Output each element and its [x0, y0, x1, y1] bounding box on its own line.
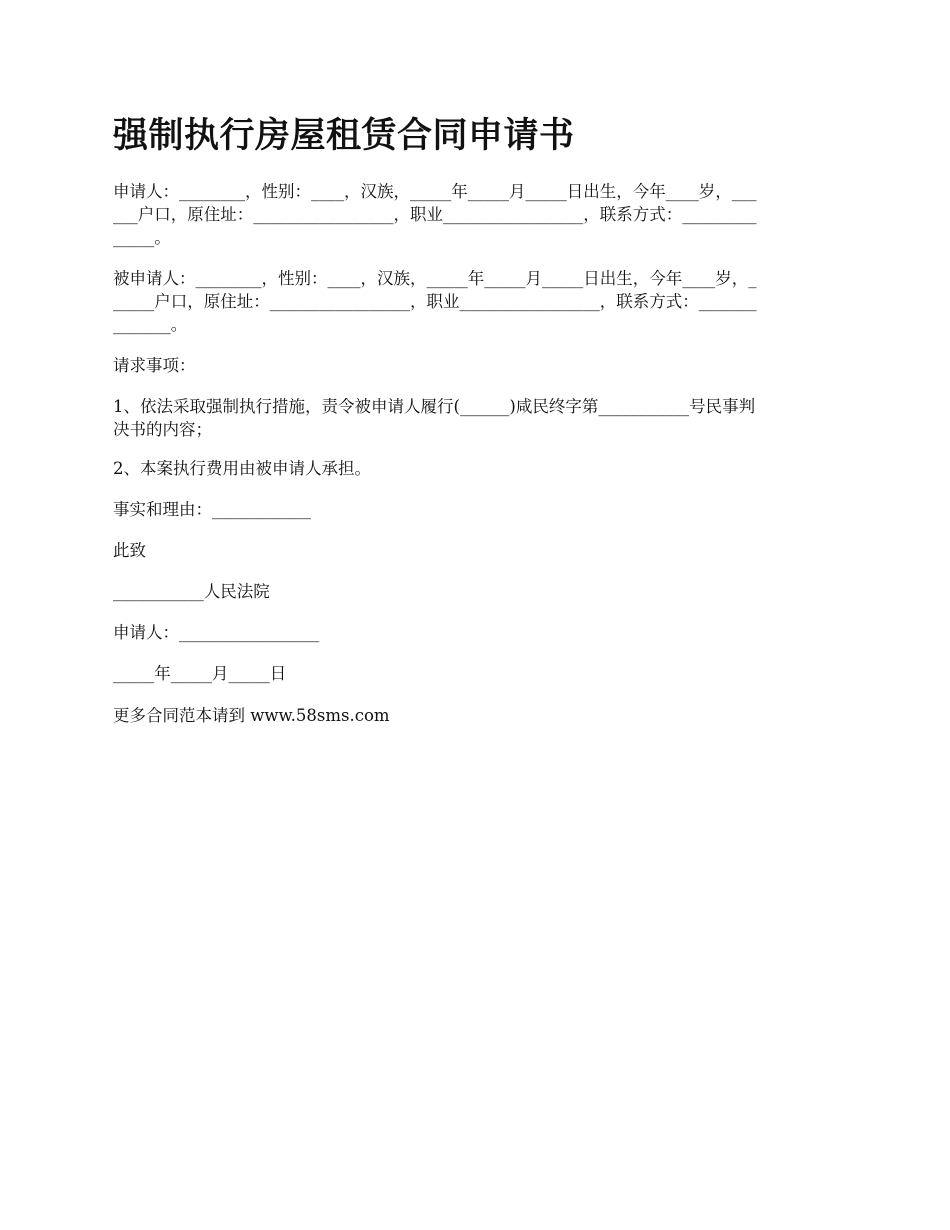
claim-1-line-2: 决书的内容；	[113, 420, 212, 439]
facts-and-reasons: 事实和理由：____________	[113, 500, 311, 519]
applicant-paragraph	[113, 180, 839, 249]
applicant-line-2: ___户口，原住址：_________________，职业_________________，联系方式：_________	[113, 205, 757, 224]
salutation: 此致	[113, 541, 146, 560]
respondent-line-1: 被申请人：________，性别：____，汉族，_____年_____月_____日出生，今年____岁，_	[113, 269, 757, 288]
applicant-line-1: 申请人：________，性别：____，汉族，_____年_____月_____日出生，今年____岁，___	[113, 182, 757, 201]
applicant-signature: 申请人：_________________	[113, 623, 320, 642]
claims-heading: 请求事项：	[113, 356, 196, 375]
document-title: 强制执行房屋租赁合同申请书	[113, 115, 575, 156]
date-line: _____年_____月_____日	[113, 664, 287, 683]
claim-1-paragraph	[113, 395, 839, 441]
respondent-line-2: _____户口，原住址：_________________，职业_________________，联系方式：_______	[113, 292, 757, 311]
respondent-line-3: _______。	[113, 315, 188, 334]
respondent-paragraph	[113, 267, 839, 336]
court-name: ___________人民法院	[113, 582, 270, 601]
footer-note: 更多合同范本请到 www.58sms.com	[113, 706, 390, 725]
applicant-line-3: _____。	[113, 228, 171, 247]
claim-2-paragraph: 2、本案执行费用由被申请人承担。	[113, 459, 371, 478]
claim-1-line-1: 1、依法采取强制执行措施，责令被申请人履行(______)咸民终字第___________号民事判	[113, 397, 756, 416]
